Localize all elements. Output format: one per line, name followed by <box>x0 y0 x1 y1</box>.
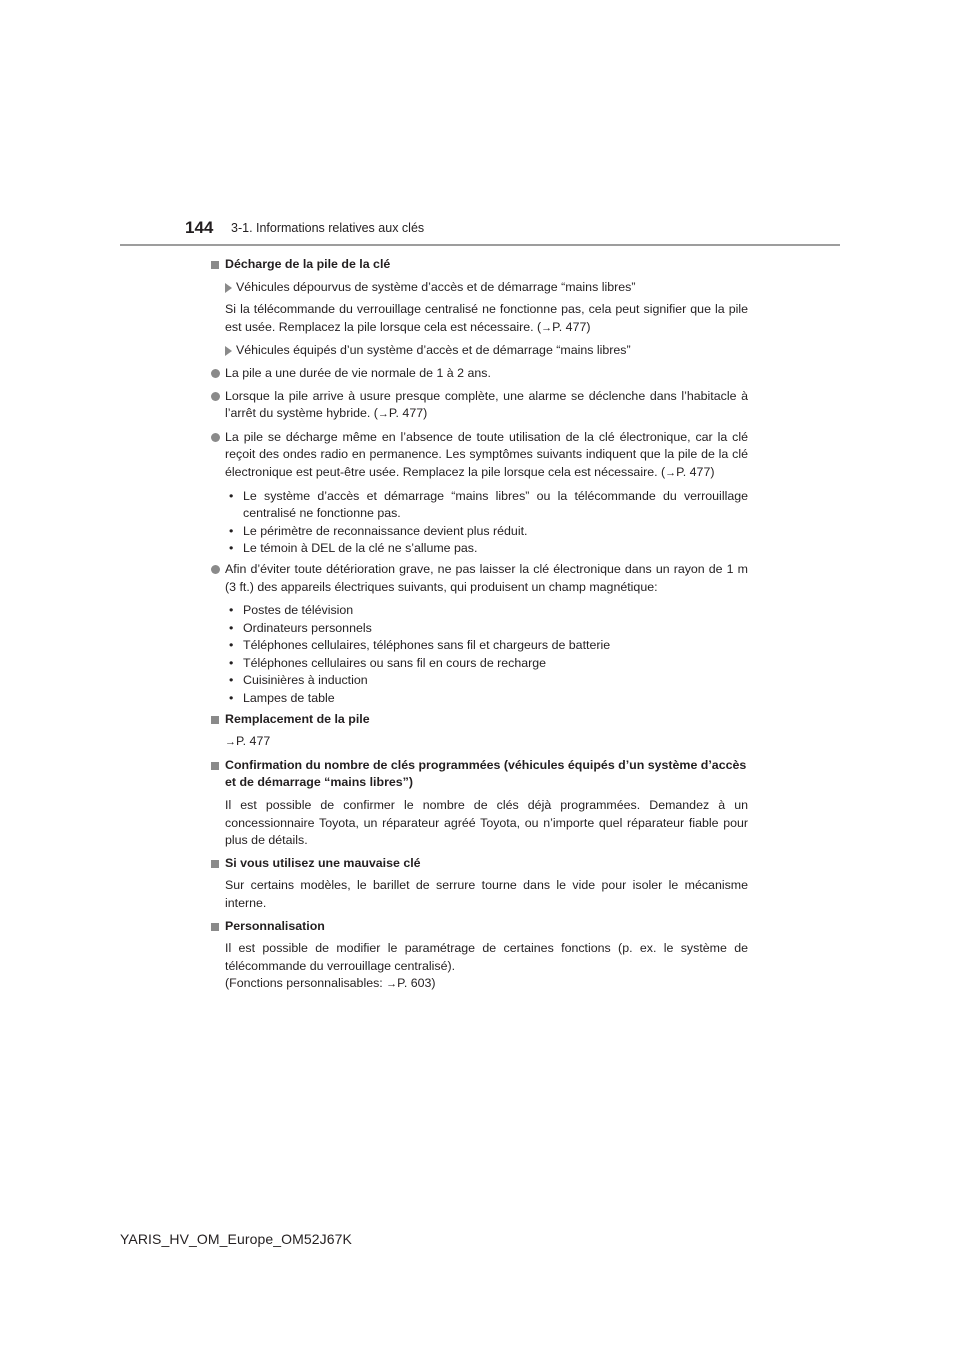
bullet-icon: • <box>229 488 234 503</box>
square-bullet-icon <box>211 923 219 931</box>
section-heading-replacement: Remplacement de la pile <box>211 711 748 729</box>
bullet-icon: • <box>229 673 234 688</box>
symptom-item: • Le périmètre de reconnaissance devient plus réduit. <box>229 523 748 541</box>
bullet-icon: • <box>229 691 234 706</box>
reference-arrow-icon: → <box>225 736 236 749</box>
list-item: Lorsque la pile arrive à usure presque complète, une alarme se déclenche dans l’habitacle à l’arrêt du système hybride. (→P. 477) <box>211 388 748 424</box>
device-item: • Ordinateurs personnels <box>229 620 748 638</box>
subheading-smart-entry: Véhicules équipés d’un système d’accès et de démarrage “mains libres” <box>211 342 748 360</box>
page-reference-link[interactable]: P. 477 <box>236 734 271 749</box>
circle-bullet-icon <box>211 369 220 378</box>
reference-arrow-icon: → <box>386 978 398 991</box>
symptom-list <box>211 488 748 558</box>
section-heading-wrong-key: Si vous utilisez une mauvaise clé <box>211 855 748 873</box>
device-item: • Postes de télévision <box>229 602 748 620</box>
triangle-arrow-icon <box>225 346 232 356</box>
section-heading-personalization: Personnalisation <box>211 918 748 936</box>
header-divider <box>120 244 840 246</box>
symptom-item: • Le système d’accès et démarrage “mains libres” ou la télécommande du verrouillage centralisé ne fonctionne pas. <box>229 488 748 521</box>
square-bullet-icon <box>211 762 219 770</box>
paragraph-remote-battery: Si la télécommande du verrouillage centralisé ne fonctionne pas, cela peut signifier que la pile est usée. Remplacez la pile lorsque cela est nécessaire. (→P. 477) <box>225 302 748 334</box>
device-item: • Lampes de table <box>229 690 748 708</box>
device-item: • Téléphones cellulaires, téléphones sans fil et chargeurs de batterie <box>229 637 748 655</box>
device-list <box>211 602 748 708</box>
page-reference-link[interactable]: P. 477) <box>388 406 428 421</box>
square-bullet-icon <box>211 261 219 269</box>
list-item: La pile a une durée de vie normale de 1 à 2 ans. <box>211 365 748 383</box>
bullet-icon: • <box>229 603 234 618</box>
bullet-icon: • <box>229 541 234 556</box>
reference-arrow-icon: → <box>665 466 677 479</box>
square-bullet-icon <box>211 716 219 724</box>
page-reference-link[interactable]: P. 477) <box>552 319 591 334</box>
square-bullet-icon <box>211 860 219 868</box>
subheading-no-smart-entry: Véhicules dépourvus de système d’accès et de démarrage “mains libres” <box>211 279 748 297</box>
triangle-arrow-icon <box>225 283 232 293</box>
chapter-title: 3-1. Informations relatives aux clés <box>231 221 425 235</box>
list-item: La pile se décharge même en l’absence de toute utilisation de la clé électronique, car la clé reçoit des ondes radio en permanence. Les symptômes suivants indiquent que la pile de la clé électronique est peut-être usée. Remplacez la pile lorsque cela est nécessaire. (→P. 477) <box>211 429 748 483</box>
device-item: • Téléphones cellulaires ou sans fil en cours de recharge <box>229 655 748 673</box>
bullet-icon: • <box>229 638 234 653</box>
bullet-icon: • <box>229 620 234 635</box>
circle-bullet-icon <box>211 565 220 574</box>
bullet-icon: • <box>229 523 234 538</box>
page-reference-link[interactable]: P. 603) <box>397 976 436 991</box>
page-reference-link[interactable]: P. 477) <box>676 464 715 479</box>
reference-arrow-icon: → <box>541 321 553 334</box>
section-heading-confirmation: Confirmation du nombre de clés programmées (véhicules équipés d’un système d’accès et de démarrage “mains libres”) <box>211 757 748 792</box>
circle-bullet-icon <box>211 433 220 442</box>
document-id-footer: YARIS_HV_OM_Europe_OM52J67K <box>120 1231 352 1247</box>
paragraph-personalization: Il est possible de modifier le paramétrage de certaines fonctions (p. ex. le système de télécommande du verrouillage centralisé). (Fonctions personnalisables: →P. 603) <box>225 941 748 991</box>
bullet-icon: • <box>229 655 234 670</box>
list-item: Afin d’éviter toute détérioration grave, ne pas laisser la clé électronique dans un rayon de 1 m (3 ft.) des appareils électriques suivants, qui produisent un champ magnétique: <box>211 561 748 596</box>
paragraph-confirmation: Il est possible de confirmer le nombre de clés déjà programmées. Demandez à un concessionnaire Toyota, un réparateur agréé Toyota, ou n’importe quel réparateur fiable pour plus de détails. <box>225 798 748 848</box>
paragraph-wrong-key: Sur certains modèles, le barillet de serrure tourne dans le vide pour isoler le mécanisme interne. <box>225 878 748 910</box>
reference-arrow-icon: → <box>377 408 389 421</box>
page-number: 144 <box>185 218 214 237</box>
circle-bullet-icon <box>211 392 220 401</box>
symptom-item: • Le témoin à DEL de la clé ne s’allume pas. <box>229 540 748 558</box>
section-heading-battery: Décharge de la pile de la clé <box>211 256 748 274</box>
replacement-reference <box>211 733 748 752</box>
device-item: • Cuisinières à induction <box>229 672 748 690</box>
page-content <box>211 256 748 994</box>
